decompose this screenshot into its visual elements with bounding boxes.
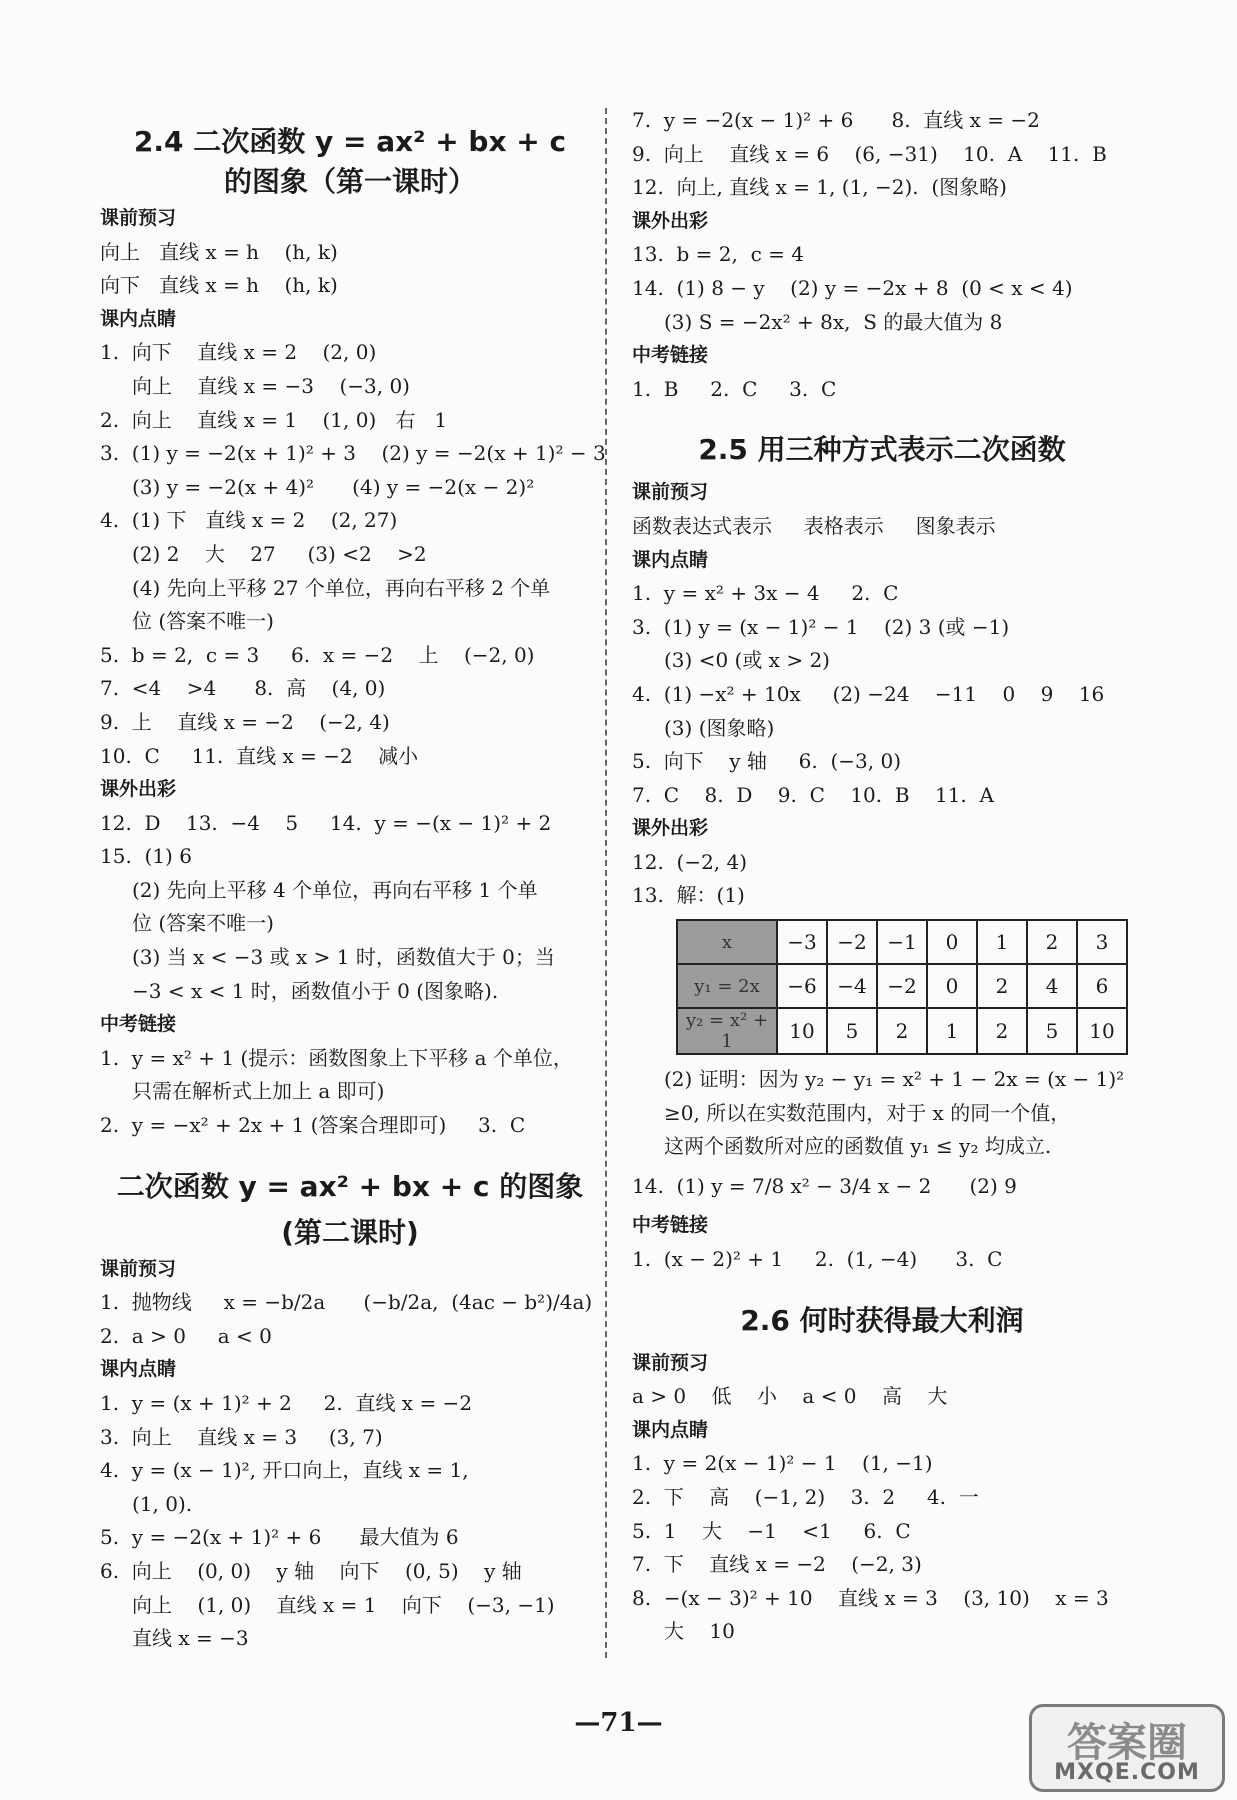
- answer-line: 13. b = 2, c = 4: [632, 242, 804, 267]
- answer-line: 1. y = 2(x − 1)² − 1 (1, −1): [632, 1451, 933, 1476]
- answer-line: 13. 解：(1): [632, 883, 745, 908]
- table-cell: 0: [927, 920, 977, 964]
- table-cell: 5: [827, 1008, 877, 1054]
- table-cell: 2: [877, 1008, 927, 1054]
- section-2-6-title: 2.6 何时获得最大利润: [740, 1303, 1024, 1337]
- answer-line: 3. (1) y = −2(x + 1)² + 3 (2) y = −2(x + 1)² − 3: [100, 441, 606, 466]
- table-cell: 2: [977, 1008, 1027, 1054]
- table-row-header: y₁ = 2x: [677, 964, 777, 1008]
- watermark-glyph: 答案圈: [1067, 1720, 1187, 1766]
- answer-line: 位 (答案不唯一): [132, 911, 274, 936]
- table-row-header: y₂ = x² + 1: [677, 1008, 777, 1054]
- table-cell: 6: [1077, 964, 1127, 1008]
- section-second-lesson-subtitle: (第二课时): [281, 1215, 419, 1249]
- table-cell: 10: [777, 1008, 827, 1054]
- answer-line: 函数表达式表示 表格表示 图象表示: [632, 513, 996, 538]
- answer-line: 12. 向上, 直线 x = 1, (1, −2). (图象略): [632, 175, 1007, 200]
- answer-line: 向上 (1, 0) 直线 x = 1 向下 (−3, −1): [132, 1592, 555, 1617]
- answer-line: 9. 上 直线 x = −2 (−2, 4): [100, 709, 390, 734]
- answer-line: 1. 抛物线 x = −b/2a (−b/2a, (4ac − b²)/4a): [100, 1290, 593, 1315]
- answer-line: 3. 向上 直线 x = 3 (3, 7): [100, 1424, 383, 1449]
- answer-line: 12. D 13. −4 5 14. y = −(x − 1)² + 2: [100, 810, 552, 835]
- value-table: [676, 919, 1128, 1055]
- answer-line: (2) 2 大 27 (3) <2 >2: [132, 541, 427, 566]
- answer-line: (2) 证明：因为 y₂ − y₁ = x² + 1 − 2x = (x − 1)²: [664, 1067, 1125, 1092]
- table-row: [677, 964, 1127, 1008]
- answer-line: (2) 先向上平移 4 个单位，再向右平移 1 个单: [132, 877, 538, 902]
- section-2-4-title: 2.4 二次函数 y = ax² + bx + c: [133, 125, 567, 158]
- answer-line: 3. (1) y = (x − 1)² − 1 (2) 3 (或 −1): [632, 614, 1010, 639]
- answer-line: 1. y = (x + 1)² + 2 2. 直线 x = −2: [100, 1391, 473, 1415]
- answer-line: 12. (−2, 4): [632, 849, 748, 874]
- answer-line: 向上 直线 x = −3 (−3, 0): [132, 373, 410, 398]
- answer-line: 1. y = x² + 1 (提示：函数图象上下平移 a 个单位，: [100, 1045, 573, 1070]
- answer-line: 7. <4 >4 8. 高 (4, 0): [100, 676, 386, 701]
- table-row-header: x: [677, 920, 777, 964]
- answer-line: 4. (1) −x² + 10x (2) −24 −11 0 9 16: [632, 681, 1105, 706]
- answer-line: (1, 0).: [132, 1491, 193, 1516]
- answer-line: (3) 当 x < −3 或 x > 1 时，函数值大于 0；当: [132, 945, 555, 970]
- table-cell: 5: [1027, 1008, 1077, 1054]
- answer-line: 向上 直线 x = h (h, k): [100, 239, 338, 264]
- subheading-preview: 课前预习: [632, 481, 709, 504]
- column-divider: [605, 108, 607, 1658]
- answer-line: 2. 下 高 (−1, 2) 3. 2 4. 一: [632, 1485, 979, 1509]
- table-cell: −4: [827, 964, 877, 1008]
- answer-line: 位 (答案不唯一): [132, 609, 274, 634]
- section-second-lesson-title: 二次函数 y = ax² + bx + c 的图象: [116, 1169, 584, 1203]
- answer-line: 10. C 11. 直线 x = −2 减小: [100, 743, 419, 768]
- section-2-5-title: 2.5 用三种方式表示二次函数: [698, 433, 1066, 467]
- answer-line: 14. (1) 8 − y (2) y = −2x + 8 (0 < x < 4): [632, 275, 1073, 300]
- table-cell: 2: [1027, 920, 1077, 964]
- subheading-preview: 课前预习: [632, 1351, 709, 1374]
- answer-line: 5. 向下 y 轴 6. (−3, 0): [632, 749, 901, 774]
- subheading-extra: 课外出彩: [100, 778, 177, 801]
- table-cell: 4: [1027, 964, 1077, 1008]
- answer-line: a > 0 低 小 a < 0 高 大: [632, 1384, 948, 1409]
- answer-line: 5. b = 2, c = 3 6. x = −2 上 (−2, 0): [100, 642, 535, 667]
- answer-line: (3) y = −2(x + 4)² (4) y = −2(x − 2)²: [132, 474, 535, 499]
- answer-line: 大 10: [664, 1619, 735, 1644]
- subheading-exam: 中考链接: [632, 344, 709, 367]
- answer-line: 6. 向上 (0, 0) y 轴 向下 (0, 5) y 轴: [100, 1558, 522, 1583]
- table-cell: 0: [927, 964, 977, 1008]
- answer-line: 8. −(x − 3)² + 10 直线 x = 3 (3, 10) x = 3: [632, 1585, 1109, 1610]
- table-cell: 1: [977, 920, 1027, 964]
- answer-line: (3) <0 (或 x > 2): [664, 648, 830, 673]
- table-cell: −1: [877, 920, 927, 964]
- answer-line: (3) (图象略): [664, 715, 775, 740]
- subheading-preview: 课前预习: [100, 207, 177, 229]
- table-row: [677, 920, 1127, 964]
- page-number: —71—: [574, 1708, 663, 1738]
- answer-line: 4. (1) 下 直线 x = 2 (2, 27): [100, 508, 398, 533]
- answer-line: 只需在解析式上加上 a 即可): [132, 1079, 385, 1104]
- answer-line: −3 < x < 1 时，函数值小于 0 (图象略).: [132, 978, 499, 1003]
- answer-line: 1. y = x² + 3x − 4 2. C: [632, 581, 899, 606]
- answer-line: 7. 下 直线 x = −2 (−2, 3): [632, 1552, 922, 1577]
- answer-line: (3) S = −2x² + 8x, S 的最大值为 8: [664, 309, 1003, 334]
- answer-line: 5. 1 大 −1 <1 6. C: [632, 1518, 911, 1543]
- left-column: [100, 104, 606, 1656]
- table-cell: −2: [827, 920, 877, 964]
- answer-line: 向下 直线 x = h (h, k): [100, 273, 338, 298]
- table-cell: 1: [927, 1008, 977, 1054]
- answer-line: 15. (1) 6: [100, 844, 192, 869]
- table-cell: −3: [777, 920, 827, 964]
- subheading-exam: 中考链接: [632, 1214, 709, 1237]
- table-cell: −2: [877, 964, 927, 1008]
- answer-line: 1. 向下 直线 x = 2 (2, 0): [100, 340, 377, 365]
- answer-line: 2. 向上 直线 x = 1 (1, 0) 右 1: [100, 407, 448, 432]
- answer-line: 7. C 8. D 9. C 10. B 11. A: [632, 782, 994, 807]
- answer-line: (4) 先向上平移 27 个单位，再向右平移 2 个单: [132, 575, 551, 600]
- answer-line: 这两个函数所对应的函数值 y₁ ≤ y₂ 均成立.: [664, 1134, 1052, 1159]
- table-row: [677, 1008, 1127, 1054]
- answer-line: 1. (x − 2)² + 1 2. (1, −4) 3. C: [632, 1247, 1003, 1272]
- subheading-inclass: 课内点睛: [632, 548, 709, 571]
- answer-line: 7. y = −2(x − 1)² + 6 8. 直线 x = −2: [632, 108, 1040, 132]
- subheading-extra: 课外出彩: [632, 817, 709, 840]
- table-cell: 3: [1077, 920, 1127, 964]
- subheading-inclass: 课内点睛: [100, 1358, 177, 1381]
- watermark-logo: [1029, 1704, 1225, 1792]
- answer-line: 1. B 2. C 3. C: [632, 376, 837, 401]
- subheading-inclass: 课内点睛: [100, 307, 177, 330]
- right-column: [632, 104, 1132, 1649]
- table-cell: 2: [977, 964, 1027, 1008]
- answer-line: 4. y = (x − 1)², 开口向上，直线 x = 1,: [100, 1458, 469, 1483]
- subheading-preview: 课前预习: [100, 1257, 177, 1280]
- table-cell: 10: [1077, 1008, 1127, 1054]
- subheading-exam: 中考链接: [100, 1013, 177, 1036]
- table-cell: −6: [777, 964, 827, 1008]
- answer-line: 5. y = −2(x + 1)² + 6 最大值为 6: [100, 1525, 459, 1550]
- answer-line: 9. 向上 直线 x = 6 (6, −31) 10. A 11. B: [632, 141, 1107, 166]
- answer-line: 2. y = −x² + 2x + 1 (答案合理即可) 3. C: [100, 1113, 526, 1138]
- answer-line: ≥0, 所以在实数范围内，对于 x 的同一个值，: [664, 1100, 1071, 1125]
- subheading-inclass: 课内点睛: [632, 1418, 709, 1441]
- answer-line: 2. a > 0 a < 0: [100, 1323, 272, 1348]
- section-2-4-subtitle: 的图象（第一课时）: [223, 165, 476, 198]
- answer-line: 直线 x = −3: [132, 1626, 249, 1651]
- watermark-text: MXQE.COM: [1054, 1760, 1200, 1785]
- answer-line: 14. (1) y = 7/8 x² − 3/4 x − 2 (2) 9: [632, 1173, 1017, 1198]
- subheading-extra: 课外出彩: [632, 209, 709, 232]
